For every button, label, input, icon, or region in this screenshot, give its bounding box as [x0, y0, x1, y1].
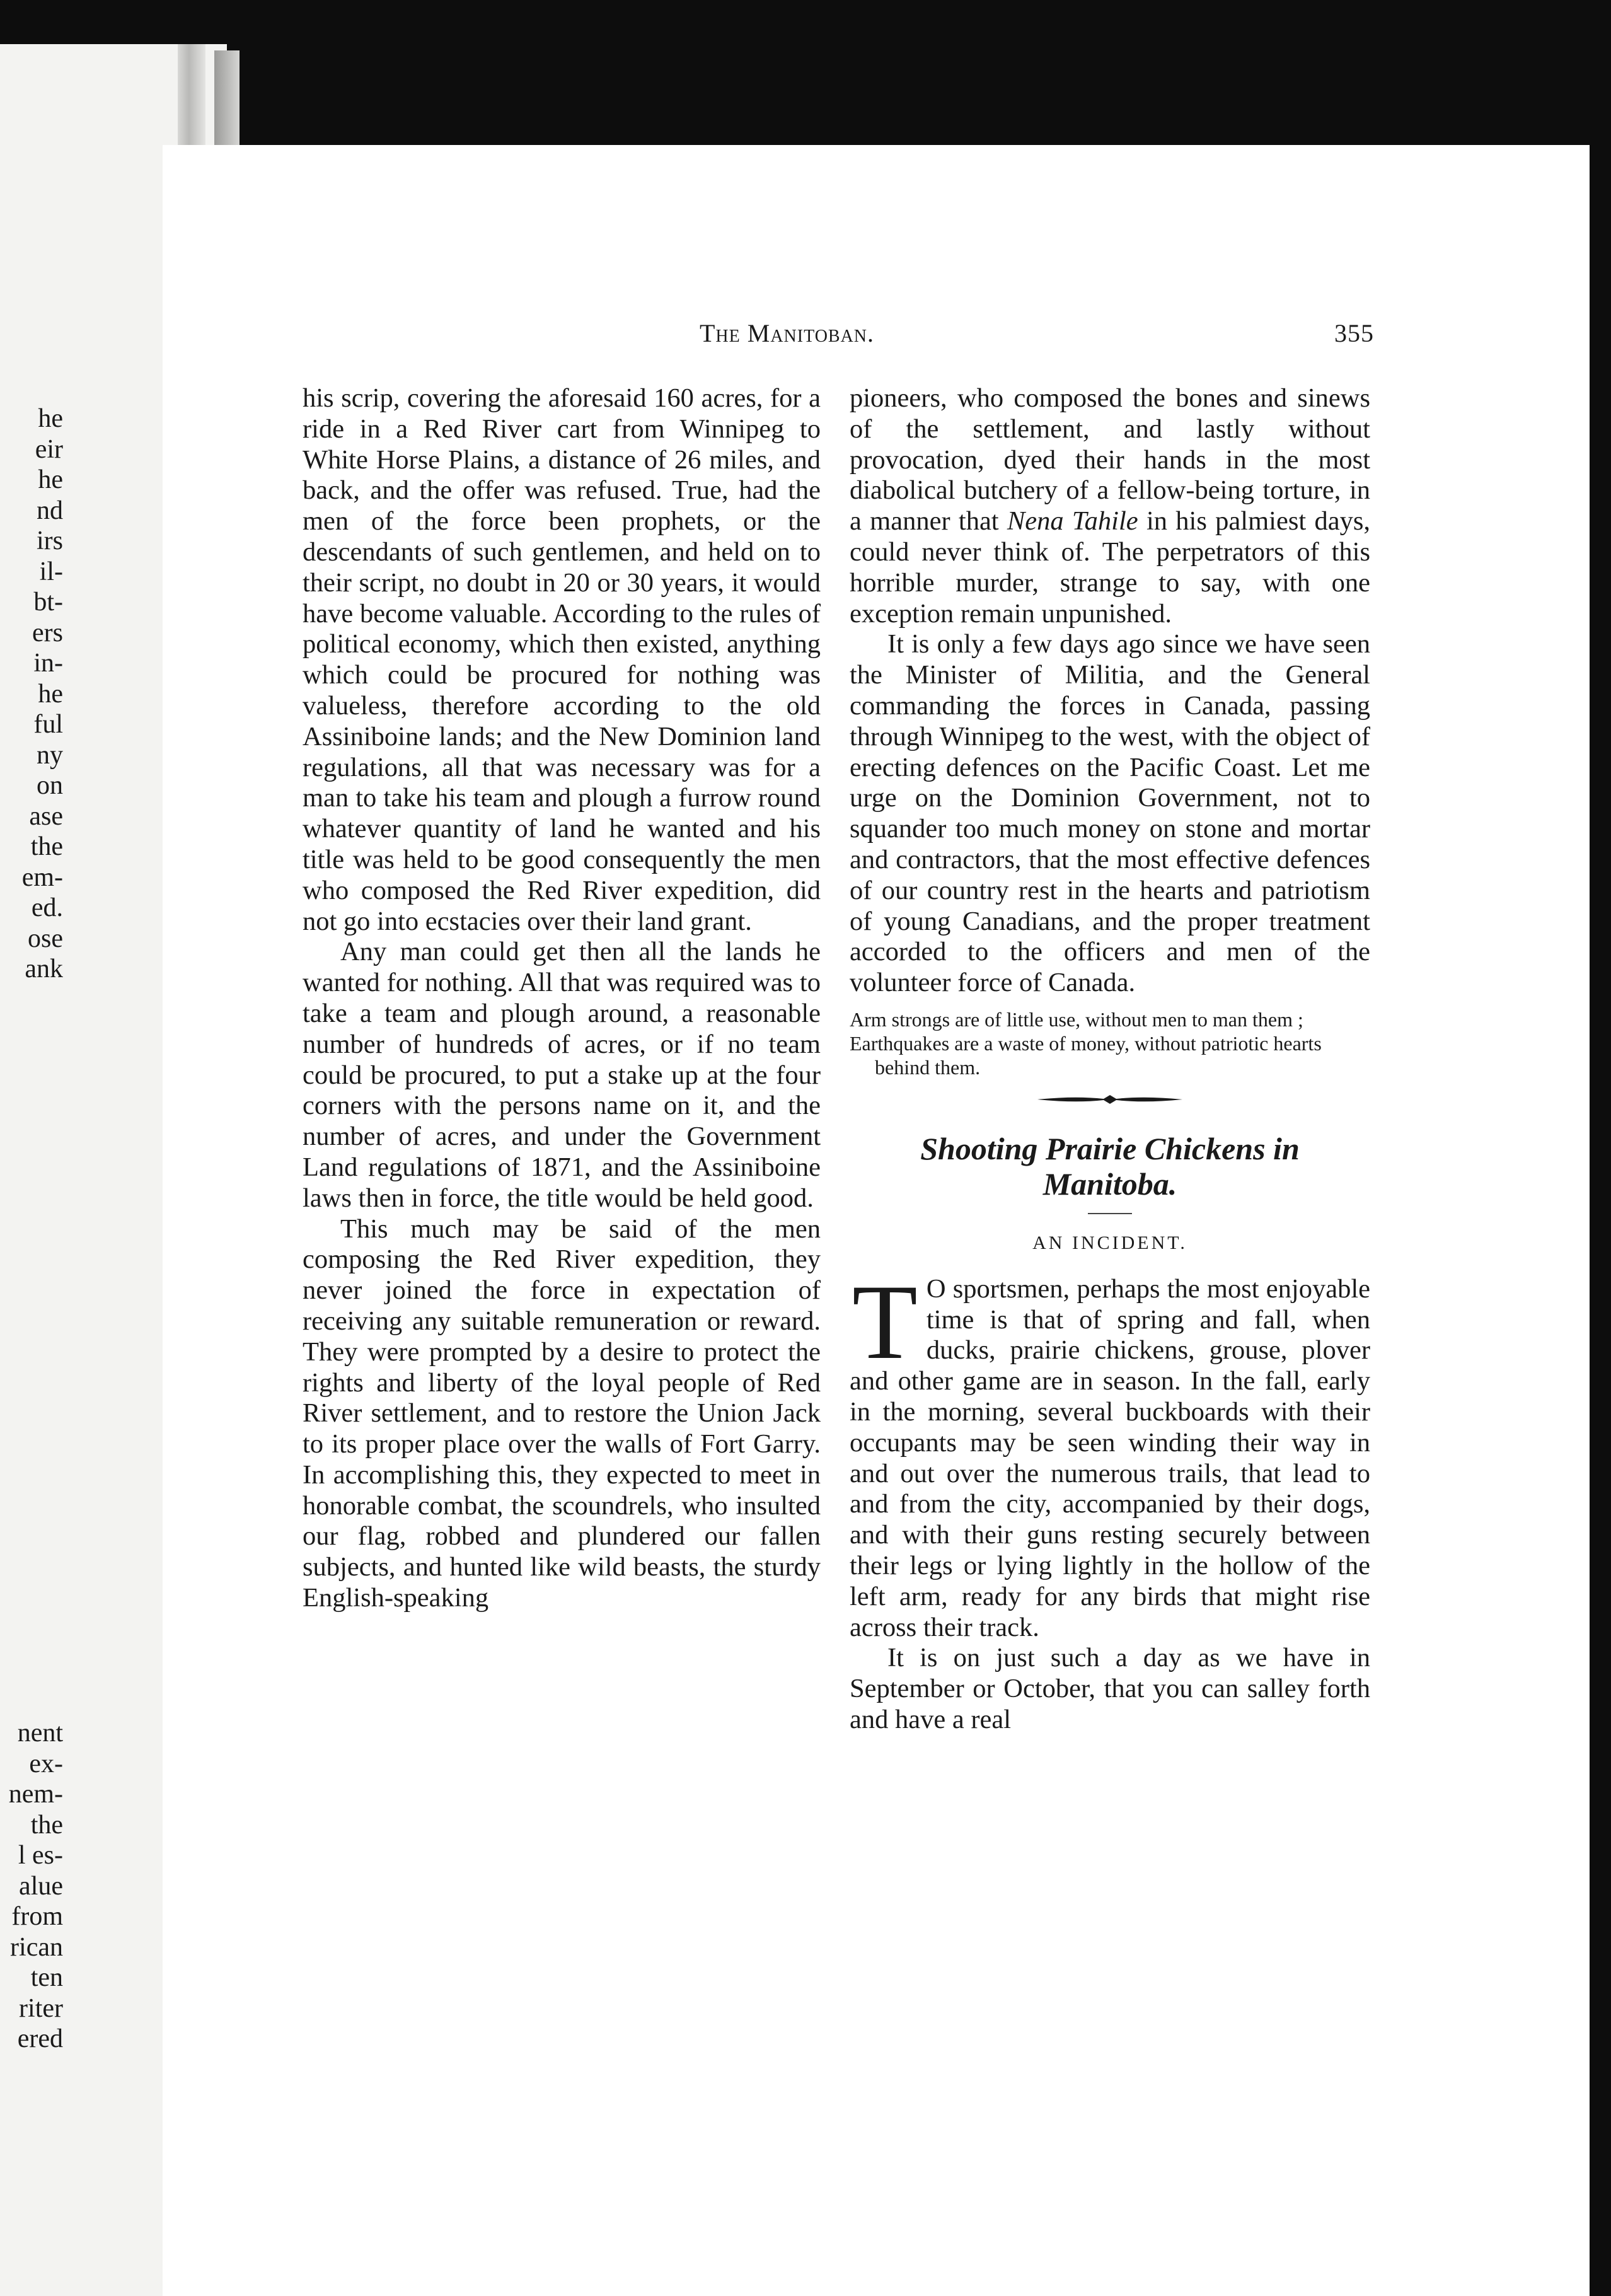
facing-page-fragment: bt-	[33, 588, 63, 617]
running-title: The Manitoban.	[700, 319, 875, 347]
paragraph: T O sportsmen, perhaps the most enjoyable time is that of spring and fall, when ducks, prairie chickens, grouse, plover and other game are in season. In the fall, early in the morning, several buckboards with their occupants may be seen winding their way in and out over the numerous trails, that lead to and from the city, accompanied by their dogs, and with their guns resting securely between their legs or lying lightly in the hollow of the left arm, ready for any birds that might rise across their track.	[850, 1262, 1370, 1642]
facing-page-fragment: ny	[37, 740, 63, 770]
paragraph: This much may be said of the men composing the Red River expedition, they never joined the force in expectation of receiving any suitable remuneration or reward. They were prompted by a desire to protect the rights and liberty of the loyal people of Red River settlement, and to restore the Union Jack to its proper place over the walls of Fort Garry. In accomplishing this, they expected to meet in honorable combat, the scoundrels, who insulted our flag, robbed and plundered our fallen subjects, and hunted like wild beasts, the sturdy English-speaking	[303, 1214, 821, 1613]
facing-page-fragment: ase	[29, 801, 63, 831]
facing-page-fragment: l es-	[18, 1841, 63, 1870]
facing-page-fragment: rican	[10, 1932, 63, 1962]
facing-page-fragment: ex-	[29, 1749, 63, 1778]
facing-page-fragment: he	[38, 404, 63, 433]
ornament-rule-icon	[1037, 1093, 1182, 1106]
text-column-left	[303, 383, 821, 1614]
facing-page-fragment: em-	[21, 862, 63, 892]
facing-page-fragment: nem-	[8, 1780, 63, 1809]
facing-page-fragment: ered	[17, 2024, 63, 2053]
facing-page-fragment: the	[30, 1810, 63, 1840]
facing-page-fragment: nent	[17, 1719, 63, 1748]
facing-page-fragment: he	[38, 465, 63, 494]
ornament-divider	[850, 1093, 1370, 1106]
facing-page-fragment: he	[38, 679, 63, 709]
book-spine	[214, 50, 240, 145]
facing-page-fragment: eir	[35, 434, 63, 464]
title-rule	[1088, 1213, 1132, 1214]
verse-quote	[850, 1007, 1370, 1079]
verse-line: Earthquakes are a waste of money, without patriotic hearts behind them.	[850, 1031, 1322, 1079]
facing-page-fragment: riter	[19, 1993, 63, 2023]
page-number: 355	[1334, 319, 1374, 347]
facing-page-fragment: ed.	[31, 893, 63, 922]
facing-page-text-upper	[0, 403, 63, 985]
facing-page-text-lower	[0, 1718, 63, 2055]
facing-page-fragment: il-	[39, 557, 63, 586]
facing-page-fragment: ten	[30, 1963, 63, 1992]
paragraph: pioneers, who composed the bones and sinews of the settlement, and lastly without provocation, dyed their hands in the most diabolical butchery of a fellow-being torture, in a manner that Nena Tahile in his palmiest days, could never think of. The perpetrators of this horrible murder, strange to say, with one exception remain unpunished.	[850, 383, 1370, 629]
facing-page-fragment: ose	[28, 924, 63, 953]
drop-cap: T	[852, 1262, 918, 1381]
facing-page-fragment: from	[11, 1902, 63, 1931]
paragraph: It is on just such a day as we have in September or October, that you can salley forth and have a real	[850, 1643, 1370, 1734]
facing-page-fragment: in-	[33, 649, 63, 678]
facing-page-fragment: ful	[33, 710, 63, 739]
article-title: Shooting Prairie Chickens in Manitoba.	[920, 1130, 1300, 1202]
text-column-right	[850, 383, 1370, 1736]
paragraph: his scrip, covering the aforesaid 160 acres, for a ride in a Red River cart from Winnipeg to White Horse Plains, a distance of 26 miles, and back, and the offer was refused. True, had the men of the force been prophets, or the descendants of such gentlemen, and held on to their script, no doubt in 20 or 30 years, it would have become valuable. According to the rules of political economy, which then existed, anything which could be procured for nothing was valueless, therefore according to the old Assiniboine lands; and the New Dominion land regulations, all that was necessary was for a man to take his team and plough a furrow round whatever quantity of land he wanted and his title was held to be good consequently the men who composed the Red River expedition, did not go into ecstacies over their land grant.	[303, 383, 821, 936]
paragraph: It is only a few days ago since we have seen the Minister of Militia, and the General commanding the forces in Canada, passing through Winnipeg to the west, with the object of erecting defences on the Pacific Coast. Let me urge on the Dominion Government, not to squander too much money on stone and mortar and contractors, that the most effective defences of our country rest in the hearts and patriotism of young Canadians, and the proper treatment accorded to the officers and men of the volunteer force of Canada.	[850, 629, 1370, 998]
facing-page-fragment: irs	[37, 526, 63, 555]
facing-page-fragment: ers	[32, 618, 63, 647]
italic-name: Nena Tahile	[1007, 506, 1138, 536]
facing-page-fragment: ank	[25, 954, 63, 983]
paragraph: Any man could get then all the lands he wanted for nothing. All that was required was to take a team and plough around, a reasonable number of hundreds of acres, or if no team could be procured, to put a stake up at the four corners with the persons name on it, and the number of acres, and under the Government Land regulations of 1871, and the Assiniboine laws then in force, the title would be held good.	[303, 937, 821, 1213]
facing-page-fragment: nd	[37, 496, 63, 525]
verse-line: Arm strongs are of little use, without men to man them ;	[850, 1007, 1303, 1031]
facing-page-fragment: the	[30, 832, 63, 861]
facing-page-fragment: on	[37, 771, 63, 800]
article-subhead: AN INCIDENT.	[1032, 1232, 1187, 1253]
facing-page-fragment: alue	[19, 1871, 63, 1901]
